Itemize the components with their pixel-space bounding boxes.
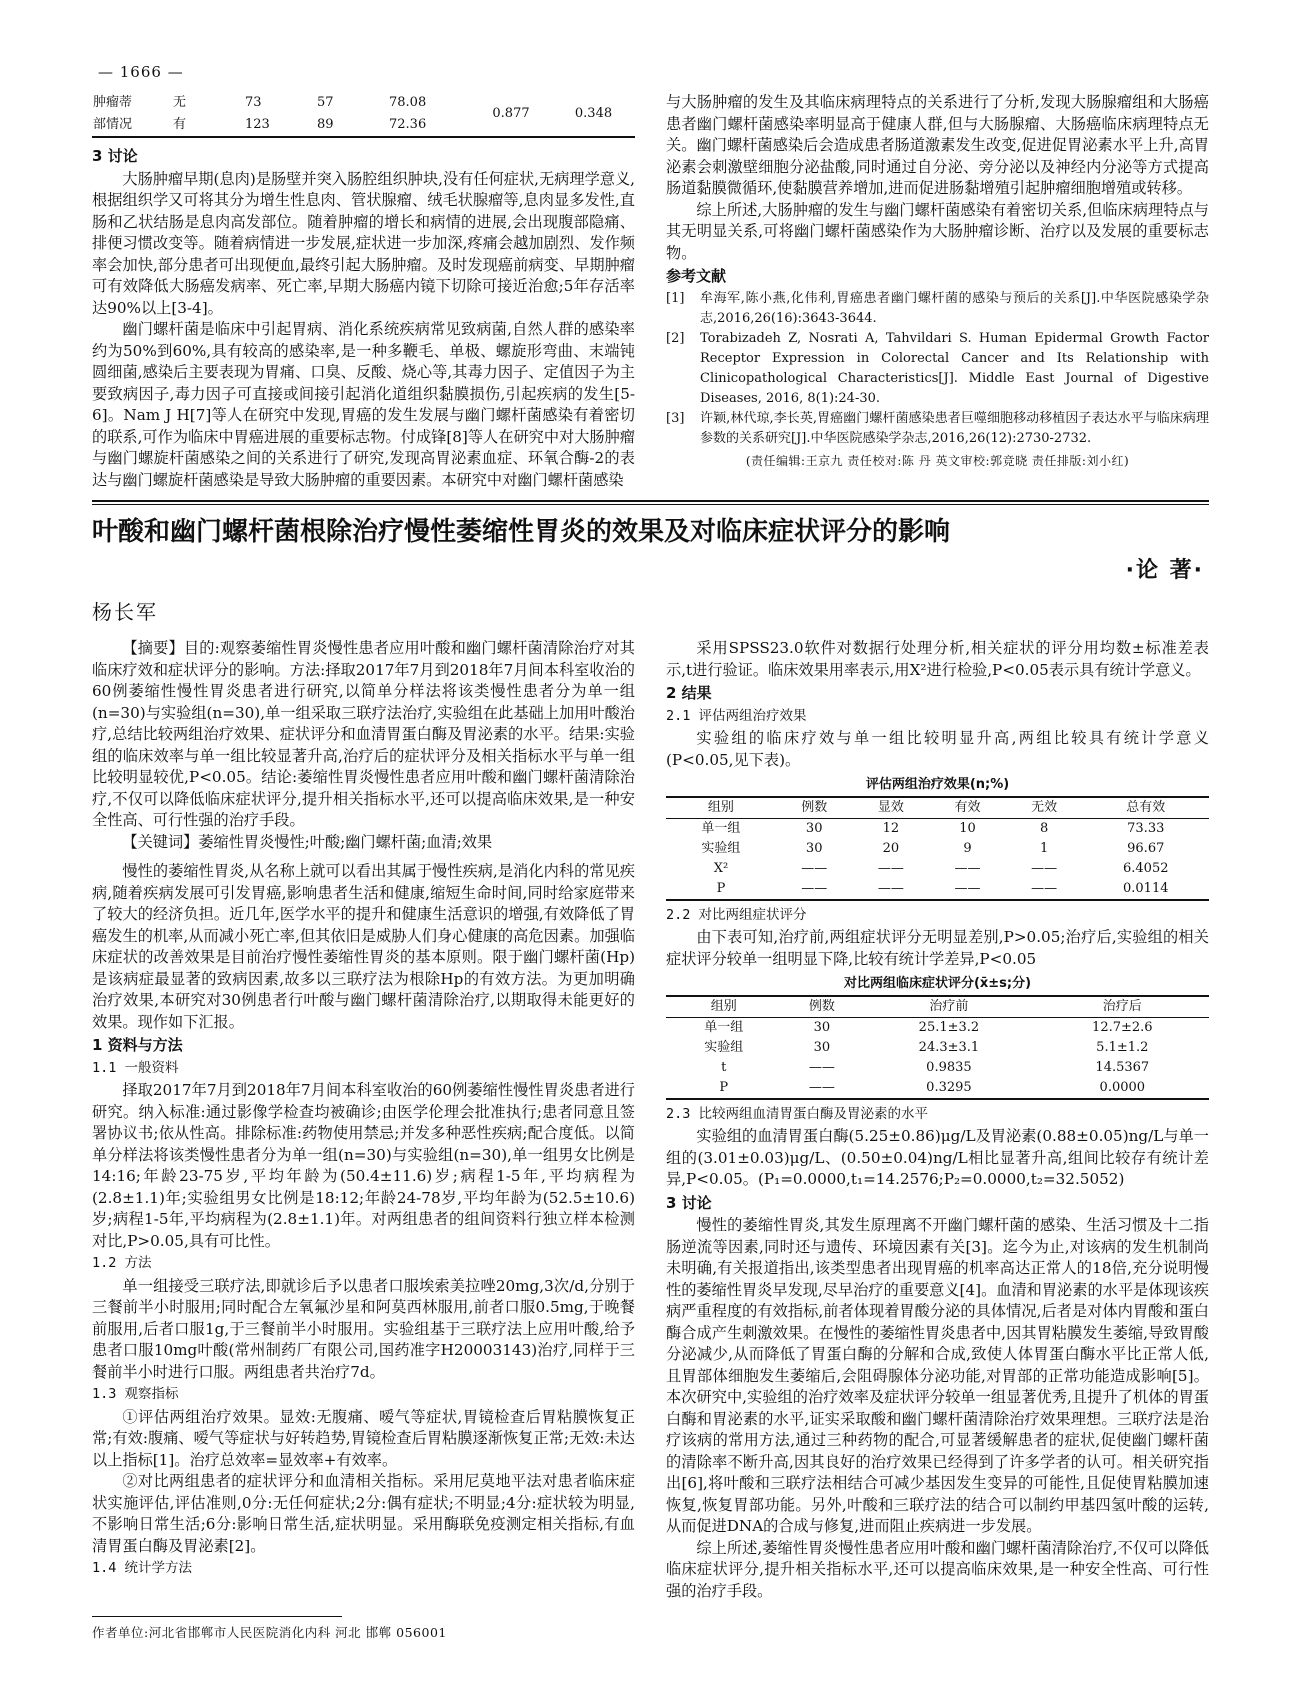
table-caption: 评估两组治疗效果(n;%): [865, 777, 1010, 792]
prev-discussion-heading: 3 讨论: [92, 147, 138, 165]
abstract: 【摘要】目的:观察萎缩性胃炎慢性患者应用叶酸和幽门螺杆菌清除治疗对其临床疗效和症状评分的影响。方法:择取2017年7月到2018年7月间本科室收治的60例萎缩性慢性胃炎患者进行研究,以简单分样法将该类慢性患者分为单一组(n=30)与实验组(n=30),单一组采取三联疗法治疗,实验组在此基础上加用叶酸治疗,总结比较两组治疗效果、症状评分和血清胃蛋白酶及胃泌素的水平。结果:实验组的临床效率与单一组比较显著升高,治疗后的症状评分及相关指标水平与单一组比较明显较优,P<0.05。结论:萎缩性胃炎慢性患者应用叶酸和幽门螺杆菌清除治疗,不仅可以降低临床症状评分,提升相关指标水平,还可以提高临床效果,是一种安全性高、可行性强的治疗手段。: [92, 639, 635, 829]
body-paragraph: 择取2017年7月到2018年7月间本科室收治的60例萎缩性慢性胃炎患者进行研究。纳入标准:通过影像学检查均被确诊;由医学伦理会批准执行;患者同意且签署协议书;依从性高。排除标准:药物使用禁忌;并发多种恶性疾病;配合度低。以简单分样法将该类慢性患者分为单一组(n=30)与实验组(n=30),单一组男女比例是14:16;年龄23-75岁,平均年龄为(50.4±11.6)岁;病程1-5年,平均病程为(2.8±1.1)年;实验组男女比例是18:12;年龄24-78岁,平均年龄为(52.5±10.6)岁;病程1-5年,平均病程为(2.8±1.1)年。对两组患者的组间资料行独立样本检测对比,P>0.05,具有可比性。: [92, 1081, 635, 1250]
prev-paragraph: 综上所述,大肠肿瘤的发生与幽门螺杆菌感染有着密切关系,但临床病理特点与其无明显关系,可将幽门螺杆菌感染作为大肠肿瘤诊断、治疗以及发展的重要标志物。: [666, 200, 1209, 262]
body-paragraph: 由下表可知,治疗前,两组症状评分无明显差别,P>0.05;治疗后,实验组的相关症状评分较单一组明显下降,比较有统计学差异,P<0.05: [666, 928, 1209, 968]
prev-right-column: [666, 92, 1209, 472]
subsection-heading: 1.2 方法: [92, 1255, 152, 1271]
footnote-divider: [92, 1616, 342, 1617]
body-paragraph: ②对比两组患者的症状评分和血清相关指标。采用尼莫地平法对患者临床症状实施评估,评估准则,0分:无任何症状;2分:偶有症状;不明显;4分:症状较为明显,不影响日常生活;6分:影响日常生活,症状明显。采用酶联免疫测定相关指标,有血清胃蛋白酶及胃泌素[2]。: [92, 1472, 635, 1555]
prev-paragraph: 与大肠肿瘤的发生及其临床病理特点的关系进行了分析,发现大肠腺瘤组和大肠癌患者幽门螺杆菌感染率明显高于健康人群,但与大肠腺瘤、大肠癌临床病理特点无关。幽门螺杆菌感染后会造成患者肠道激素发生改变,促进促胃泌素水平上升,高胃泌素会刺激壁细胞分泌盐酸,同时通过自分泌、旁分泌以及神经内分泌等方式提高肠道黏膜微循环,使黏膜营养增加,进而促进肠黏增殖引起肿瘤细胞增殖或转移。: [666, 93, 1209, 197]
reference-item: [1] 牟海军,陈小燕,化伟利,胃癌患者幽门螺杆菌的感染与预后的关系[J].中华医院感染学杂志,2016,26(16):3643-3644.: [666, 290, 1209, 326]
article-right-column: [666, 638, 1209, 1602]
author-name: 杨长军: [92, 600, 158, 624]
references-list: [666, 289, 1209, 449]
subsection-heading: 1.3 观察指标: [92, 1386, 179, 1402]
table-row: 单一组 30 12 10 8 73.33: [701, 820, 1165, 836]
reference-item: [2] Torabizadeh Z, Nosrati A, Tahvildari S. Human Epidermal Growth Factor Receptor Expression in Colorectal Cancer and Its Relationship with Clinicopathological Characteristics[J]. Middle East Journal of Digestive Diseases, 2016, 8(1):24-30.: [666, 330, 1209, 406]
section-label: ·论 著·: [1125, 558, 1204, 583]
body-paragraph: 实验组的临床疗效与单一组比较明显升高,两组比较具有统计学意义(P<0.05,见下表)。: [666, 729, 1209, 769]
efficacy-table: [666, 796, 1209, 901]
table-caption: 对比两组临床症状评分(x̄±s;分): [843, 976, 1032, 991]
body-paragraph: 单一组接受三联疗法,即就诊后予以患者口服埃索美拉唑20mg,3次/d,分别于三餐前半小时服用;同时配合左氧氟沙星和阿莫西林服用,前者口服0.5mg,于晚餐前服用,后者口服1g,于三餐前半小时服用。实验组基于三联疗法上应用叶酸,给予患者口服10mg叶酸(常州制药厂有限公司,国药准字H20003143)治疗,同样于三餐前半小时进行口服。两组患者共治疗7d。: [92, 1276, 635, 1381]
intro-paragraph: 慢性的萎缩性胃炎,从名称上就可以看出其属于慢性疾病,是消化内科的常见疾病,随着疾病发展可引发胃癌,影响患者生活和健康,缩短生命时间,同时给家庭带来了较大的经济负担。近几年,医学水平的提升和健康生活意识的增强,有效降低了胃癌发生的机率,从而减小死亡率,但其依旧是威胁人们身心健康的高危因素。加强临床症状的改善效果是目前治疗慢性萎缩性胃炎的基本原则。限于幽门螺杆菌(Hp)是该病症最显著的致病因素,故多以三联疗法为根除Hp的有效方法。为更加明确治疗效果,本研究对30例患者行叶酸与幽门螺杆菌清除治疗,以期取得未能更好的效果。现作如下汇报。: [92, 862, 635, 1031]
editors-line: (责任编辑:王京九 责任校对:陈 丹 英文审校:郭竞晓 责任排版:刘小红): [745, 453, 1130, 468]
table-row: X² —— —— —— —— 6.4052: [713, 860, 1169, 876]
body-paragraph: 慢性的萎缩性胃炎,其发生原理离不开幽门螺杆菌的感染、生活习惯及十二指肠逆流等因素,同时还与遗传、环境因素有关[3]。迄今为止,对该病的发生机制尚未明确,有关报道指出,该类型患者出现胃癌的机率高达正常人的18倍,充分说明慢性的萎缩性胃炎早发现,尽早治疗的重要意义[4]。血清和胃泌素的水平是体现该疾病严重程度的有效指标,前者体现着胃酸分泌的具体情况,后者是对体内胃酸和蛋白酶合成产生刺激效果。在慢性的萎缩性胃炎患者中,因其胃粘膜发生萎缩,导致胃酸分泌减少,从而降低了胃蛋白酶的分解和合成,致使人体胃蛋白酶水平比正常人低,且胃部体细胞发生萎缩后,会阻碍腺体分泌功能,对胃部的正常功能造成影响[5]。本次研究中,实验组的治疗效率及症状评分较单一组显著优秀,且提升了机体的胃蛋白酶和胃泌素的水平,证实采取酸和幽门螺杆菌清除治疗效果理想。三联疗法是治疗该病的常用方法,通过三种药物的配合,可显著缓解患者的症状,促使幽门螺杆菌的清除率不断升高,因其良好的治疗效果已经得到了许多学者的认可。相关研究指出[6],将叶酸和三联疗法相结合可减少基因发生变异的可能性,且促使胃粘膜加速恢复,恢复胃部功能。另外,叶酸和三联疗法的结合可以制约甲基四氢叶酸的运转,从而促进DNA的合成与修复,进而阻止疾病进一步发展。: [666, 1216, 1209, 1535]
prev-left-column: [92, 92, 635, 491]
subsection-heading: 2.2 对比两组症状评分: [666, 906, 807, 923]
references-heading: 参考文献: [666, 267, 727, 285]
body-paragraph: 采用SPSS23.0软件对数据行处理分析,相关症状的评分用均数±标准差表示,t进行验证。临床效果用率表示,用X²进行检验,P<0.05表示具有统计学意义。: [666, 639, 1209, 679]
section-divider: [92, 500, 1209, 502]
author-affiliation: 作者单位:河北省邯郸市人民医院消化内科 河北 邯郸 056001: [92, 1625, 447, 1640]
section-divider: [92, 504, 1209, 505]
prev-paragraph: 大肠肿瘤早期(息肉)是肠壁并突入肠腔组织肿块,没有任何症状,无病理学意义,根据组织学又可将其分为增生性息肉、管状腺瘤、绒毛状腺瘤等,息肉显多发性,直肠和乙状结肠是息肉高发部位。随着肿瘤的增长和病情的进展,会出现腹部隐痛、排便习惯改变等。随着病情进一步发展,症状进一步加深,疼痛会越加剧烈、发作频率会加快,部分患者可出现便血,最终引起大肠肿瘤。及时发现癌前病变、早期肿瘤可有效降低大肠癌发病率、死亡率,早期大肠癌内镜下切除可接近治愈;5年存活率达90%以上[3-4]。: [92, 169, 635, 317]
table-row: 肿瘤蒂 无 73 57 78.08 0.877 0.348: [93, 95, 613, 121]
subsection-heading: 2.1 评估两组治疗效果: [666, 707, 807, 724]
prev-table: [92, 92, 635, 138]
subsection-heading: 2.3 比较两组血清胃蛋白酶及胃泌素的水平: [666, 1105, 929, 1122]
table-header-row: 组别 例数 治疗前 治疗后: [666, 996, 1209, 1018]
keywords: 【关键词】萎缩性胃炎慢性;叶酸;幽门螺杆菌;血清;效果: [122, 832, 493, 851]
table-header-row: 组别 例数 显效 有效 无效 总有效: [666, 797, 1209, 819]
article-title: 叶酸和幽门螺杆菌根除治疗慢性萎缩性胃炎的效果及对临床症状评分的影响: [92, 517, 951, 547]
article-left-column: [92, 638, 635, 1581]
subsection-heading: 1.4 统计学方法: [92, 1560, 193, 1576]
table-row: 部情况 有 123 89 72.36: [92, 114, 635, 137]
table-row: 单一组 30 25.1±3.2 12.7±2.6: [704, 1019, 1153, 1035]
body-paragraph: 综上所述,萎缩性胃炎慢性患者应用叶酸和幽门螺杆菌清除治疗,不仅可以降低临床症状评分,提升相关指标水平,还可以提高临床效果,是一种安全性高、可行性强的治疗手段。: [666, 1538, 1209, 1600]
table-row: P —— 0.3295 0.0000: [666, 1078, 1209, 1099]
subsection-heading: 1.1 一般资料: [92, 1059, 179, 1076]
symptom-score-table: [666, 995, 1209, 1100]
table-row: t —— 0.9835 14.5367: [721, 1059, 1150, 1075]
section-heading: 3 讨论: [666, 1193, 712, 1212]
reference-item: [3] 许颖,林代琼,李长英,胃癌幽门螺杆菌感染患者巨噬细胞移动移植因子表达水平与临床病理参数的关系研究[J].中华医院感染学杂志,2016,26(12):2730-2732.: [666, 410, 1209, 446]
body-paragraph: 实验组的血清胃蛋白酶(5.25±0.86)μg/L及胃泌素(0.88±0.05)ng/L与单一组的(3.01±0.03)μg/L、(0.50±0.04)ng/L相比显著升高,组间比较存有统计差异,P<0.05。(P₁=0.0000,t₁=14.2576;P₂=0.0000,t₂=32.5052): [666, 1127, 1209, 1188]
body-paragraph: ①评估两组治疗效果。显效:无腹痛、嗳气等症状,胃镜检查后胃粘膜恢复正常;有效:腹痛、嗳气等症状与好转趋势,胃镜检查后胃粘膜逐渐恢复正常;无效:未达以上指标[1]。治疗总效率=显效率+有效率。: [92, 1407, 635, 1469]
section-heading: 1 资料与方法: [92, 1036, 183, 1054]
section-heading: 2 结果: [666, 684, 712, 702]
table-row: 实验组 30 20 9 1 96.67: [701, 840, 1165, 856]
table-row: P —— —— —— —— 0.0114: [666, 879, 1209, 900]
prev-paragraph: 幽门螺杆菌是临床中引起胃病、消化系统疾病常见致病菌,自然人群的感染率约为50%到60%,具有较高的感染率,是一种多鞭毛、单极、螺旋形弯曲、末端钝圆细菌,感染后主要表现为胃痛、口臭、反酸、烧心等,其毒力因子、定值因子为主要致病因子,毒力因子可直接或间接引起消化道组织黏膜损伤,引起疾病的发生[5-6]。Nam J H[7]等人在研究中发现,胃癌的发生发展与幽门螺杆菌感染有着密切的联系,可作为临床中胃癌进展的重要标志物。付成锋[8]等人在研究中对大肠肿瘤与幽门螺旋杆菌感染之间的关系进行了研究,发现高胃泌素血症、环氧合酶-2的表达与幽门螺旋杆菌感染是导致大肠肿瘤的重要因素。本研究中对幽门螺杆菌感染: [92, 320, 635, 489]
page-number: — 1666 —: [98, 63, 184, 81]
table-row: 实验组 30 24.3±3.1 5.1±1.2: [704, 1039, 1149, 1055]
